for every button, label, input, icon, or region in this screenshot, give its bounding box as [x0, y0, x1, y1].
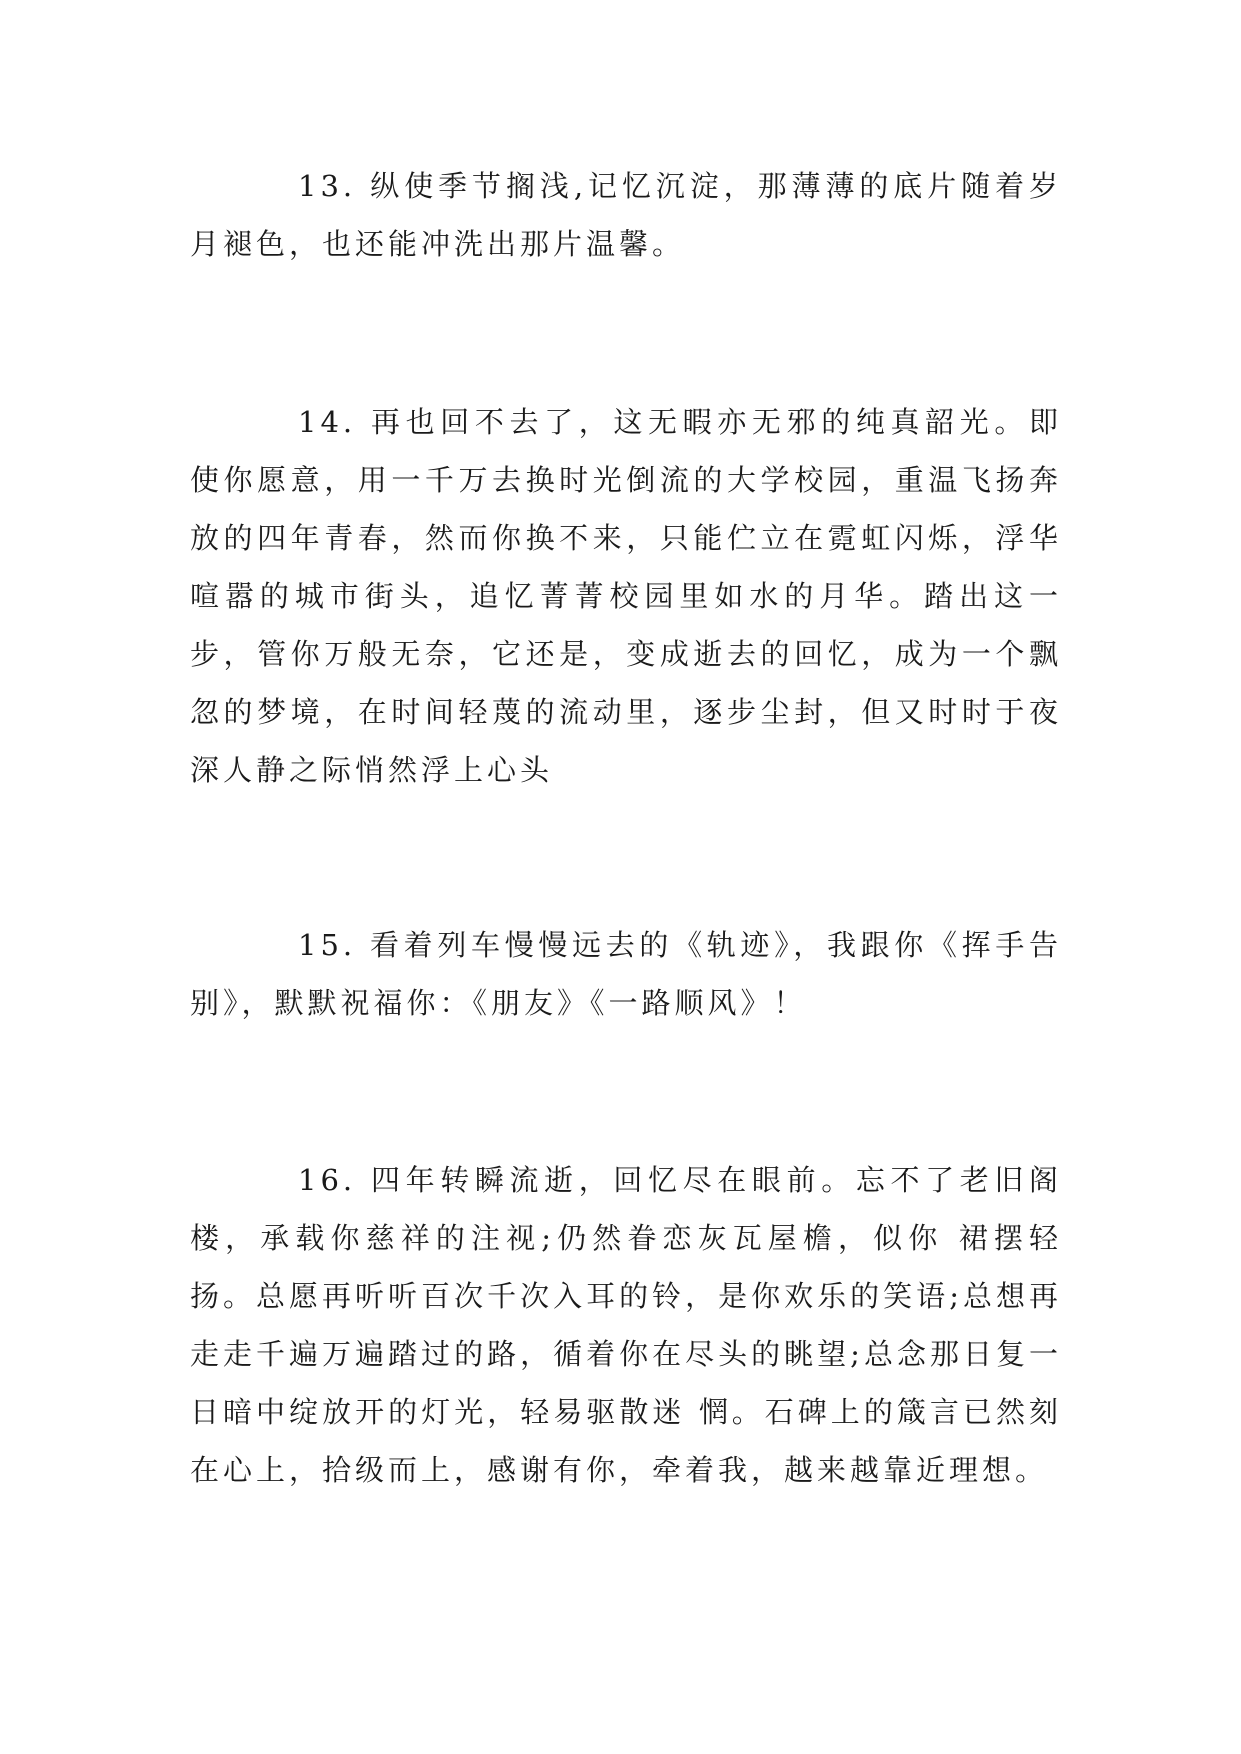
paragraph-14: 14. 再也回不去了，这无暇亦无邪的纯真韶光。即使你愿意，用一千万去换时光倒流的大学校园，重温飞扬奔放的四年青春，然而你换不来，只能伫立在霓虹闪烁，浮华喧嚣的城市街头，追忆菁菁校园里如水的月华。踏出这一步，管你万般无奈，它还是，变成逝去的回忆，成为一个飘忽的梦境，在时间轻蔑的流动里，逐步尘封，但又时时于夜深人静之际悄然浮上心头: [190, 405, 1062, 787]
paragraph-15: 15. 看着列车慢慢远去的《轨迹》，我跟你《挥手告别》，默默祝福你：《朋友》《一路顺风》！: [190, 928, 1062, 1020]
paragraph-13: 13. 纵使季节搁浅,记忆沉淀，那薄薄的底片随着岁月褪色，也还能冲洗出那片温馨。: [190, 169, 1062, 261]
paragraph-16: 16. 四年转瞬流逝，回忆尽在眼前。忘不了老旧阁楼，承载你慈祥的注视;仍然眷恋灰瓦屋檐，似你 裙摆轻扬。总愿再听听百次千次入耳的铃，是你欢乐的笑语;总想再走走千遍万遍踏过的路，循着你在尽头的眺望;总念那日复一日暗中绽放开的灯光，轻易驱散迷 惘。石碑上的箴言已然刻在心上，拾级而上，感谢有你，牵着我，越来越靠近理想。: [190, 1163, 1062, 1487]
